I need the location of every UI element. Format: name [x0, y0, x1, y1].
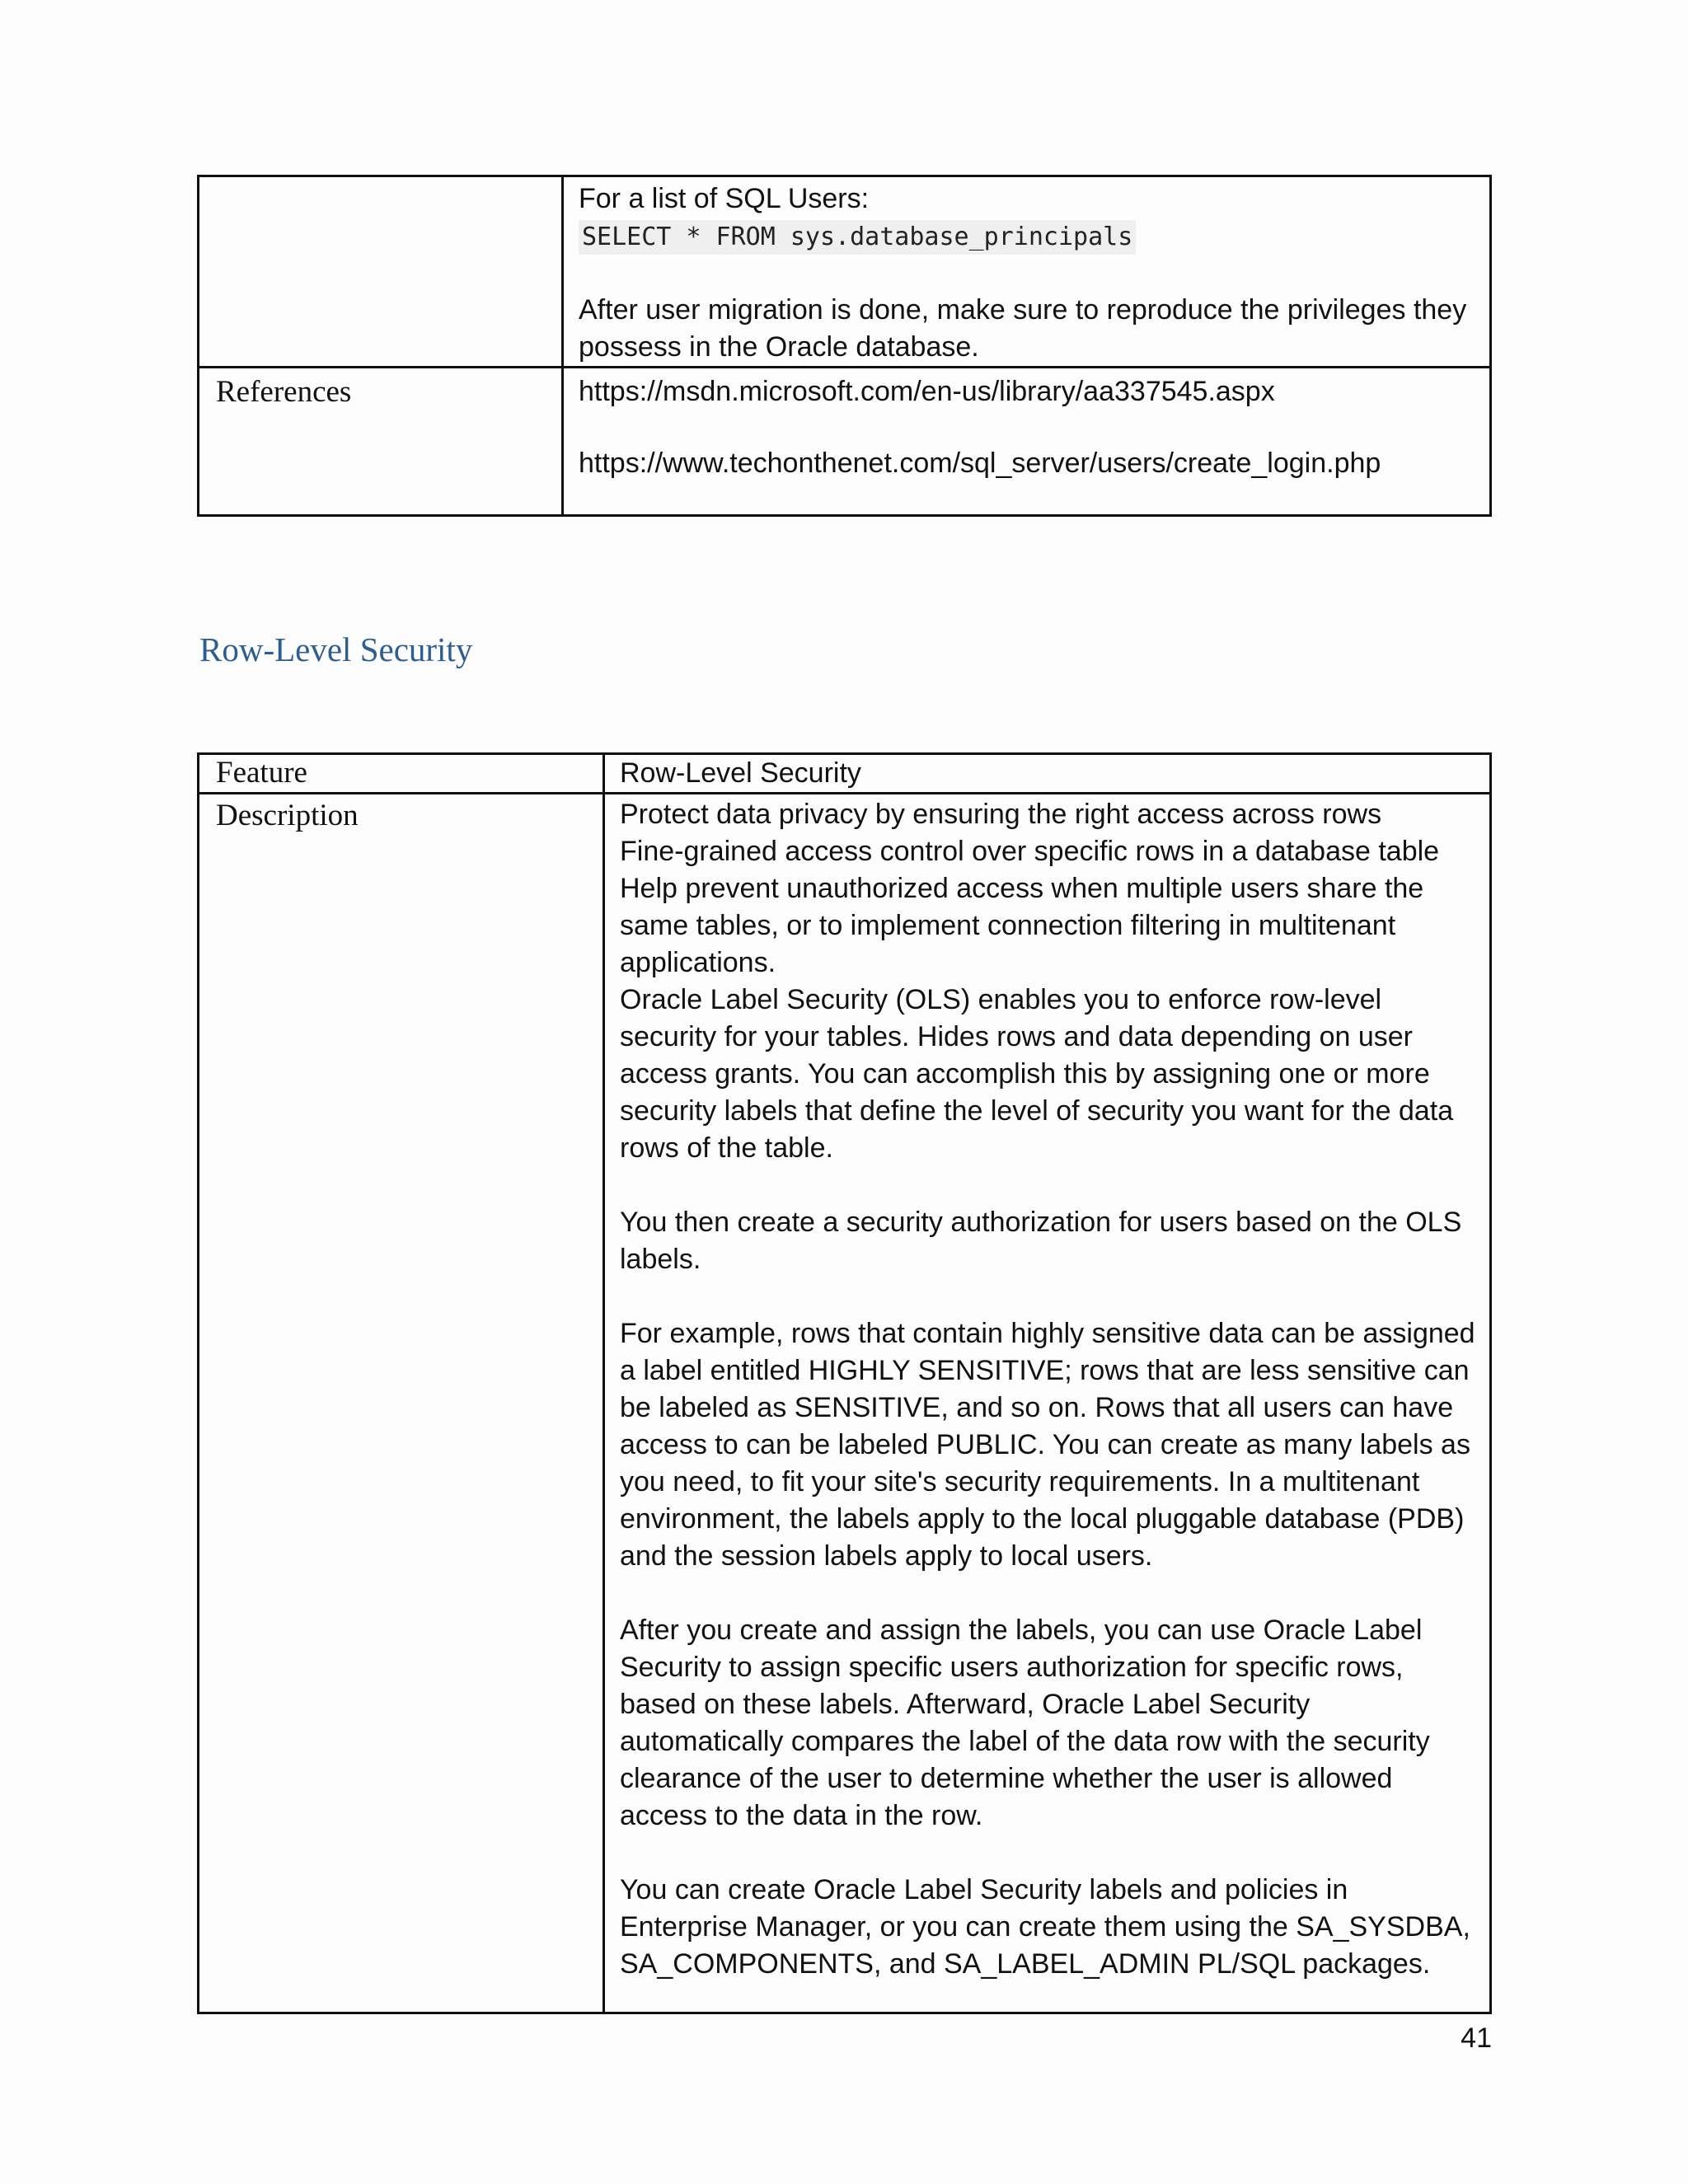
description-content	[604, 794, 1491, 2013]
sql-code: SELECT * FROM sys.database_principals	[579, 220, 1136, 255]
description-paragraph: Protect data privacy by ensuring the right access across rows	[620, 799, 1382, 830]
references-content	[563, 368, 1491, 516]
feature-table	[197, 752, 1492, 2014]
row-content	[563, 176, 1491, 368]
description-paragraph: After you create and assign the labels, you can use Oracle Label Security to assign specific users authorization for specific rows, based on these labels. Afterward, Oracle Label Security automatically compares the label of the data row with the security clearance of the user to determine whether the user is allowed access to the data in the row.	[620, 1615, 1430, 1831]
description-paragraph: For example, rows that contain highly sensitive data can be assigned a label entitled HIGHLY SENSITIVE; rows that are less sensitive can be labeled as SENSITIVE, and so on. Rows that all users can have access to can be labeled PUBLIC. You can create as many labels as you need, to fit your site's security requirements. In a multitenant environment, the labels apply to the local pluggable database (PDB) and the session labels apply to local users.	[620, 1318, 1475, 1572]
page-number: 41	[1461, 2022, 1492, 2054]
reference-link[interactable]: https://www.techonthenet.com/sql_server/users/create_login.php	[579, 448, 1381, 479]
description-paragraph: Help prevent unauthorized access when multiple users share the same tables, or to implement connection filtering in multitenant applications.	[620, 873, 1424, 978]
description-paragraph: Oracle Label Security (OLS) enables you to enforce row-level security for your tables. Hides rows and data depending on user access grants. You can accomplish this by assigning one or more security labels that define the level of security you want for the data rows of the table.	[620, 984, 1454, 1164]
migration-note: After user migration is done, make sure to reproduce the privileges they possess in the Oracle database.	[579, 294, 1467, 363]
section-title: Row-Level Security	[199, 630, 473, 668]
table-header-row	[199, 754, 1491, 794]
description-paragraph: You can create Oracle Label Security labels and policies in Enterprise Manager, or you can create them using the SA_SYSDBA, SA_COMPONENTS, and SA_LABEL_ADMIN PL/SQL packages.	[620, 1874, 1470, 1980]
sql-users-intro: For a list of SQL Users:	[579, 183, 870, 214]
description-paragraph: You then create a security authorization for users based on the OLS labels.	[620, 1207, 1462, 1275]
feature-value: Row-Level Security	[604, 754, 1491, 794]
description-label: Description	[199, 794, 604, 2013]
table-row	[199, 794, 1491, 2013]
migration-table	[197, 175, 1492, 517]
references-label: References	[199, 368, 563, 516]
row-label	[199, 176, 563, 368]
table-row	[199, 176, 1491, 368]
reference-link[interactable]: https://msdn.microsoft.com/en-us/library/aa337545.aspx	[579, 376, 1275, 407]
table-row	[199, 368, 1491, 516]
feature-label: Feature	[199, 754, 604, 794]
description-paragraph: Fine-grained access control over specific rows in a database table	[620, 836, 1440, 867]
